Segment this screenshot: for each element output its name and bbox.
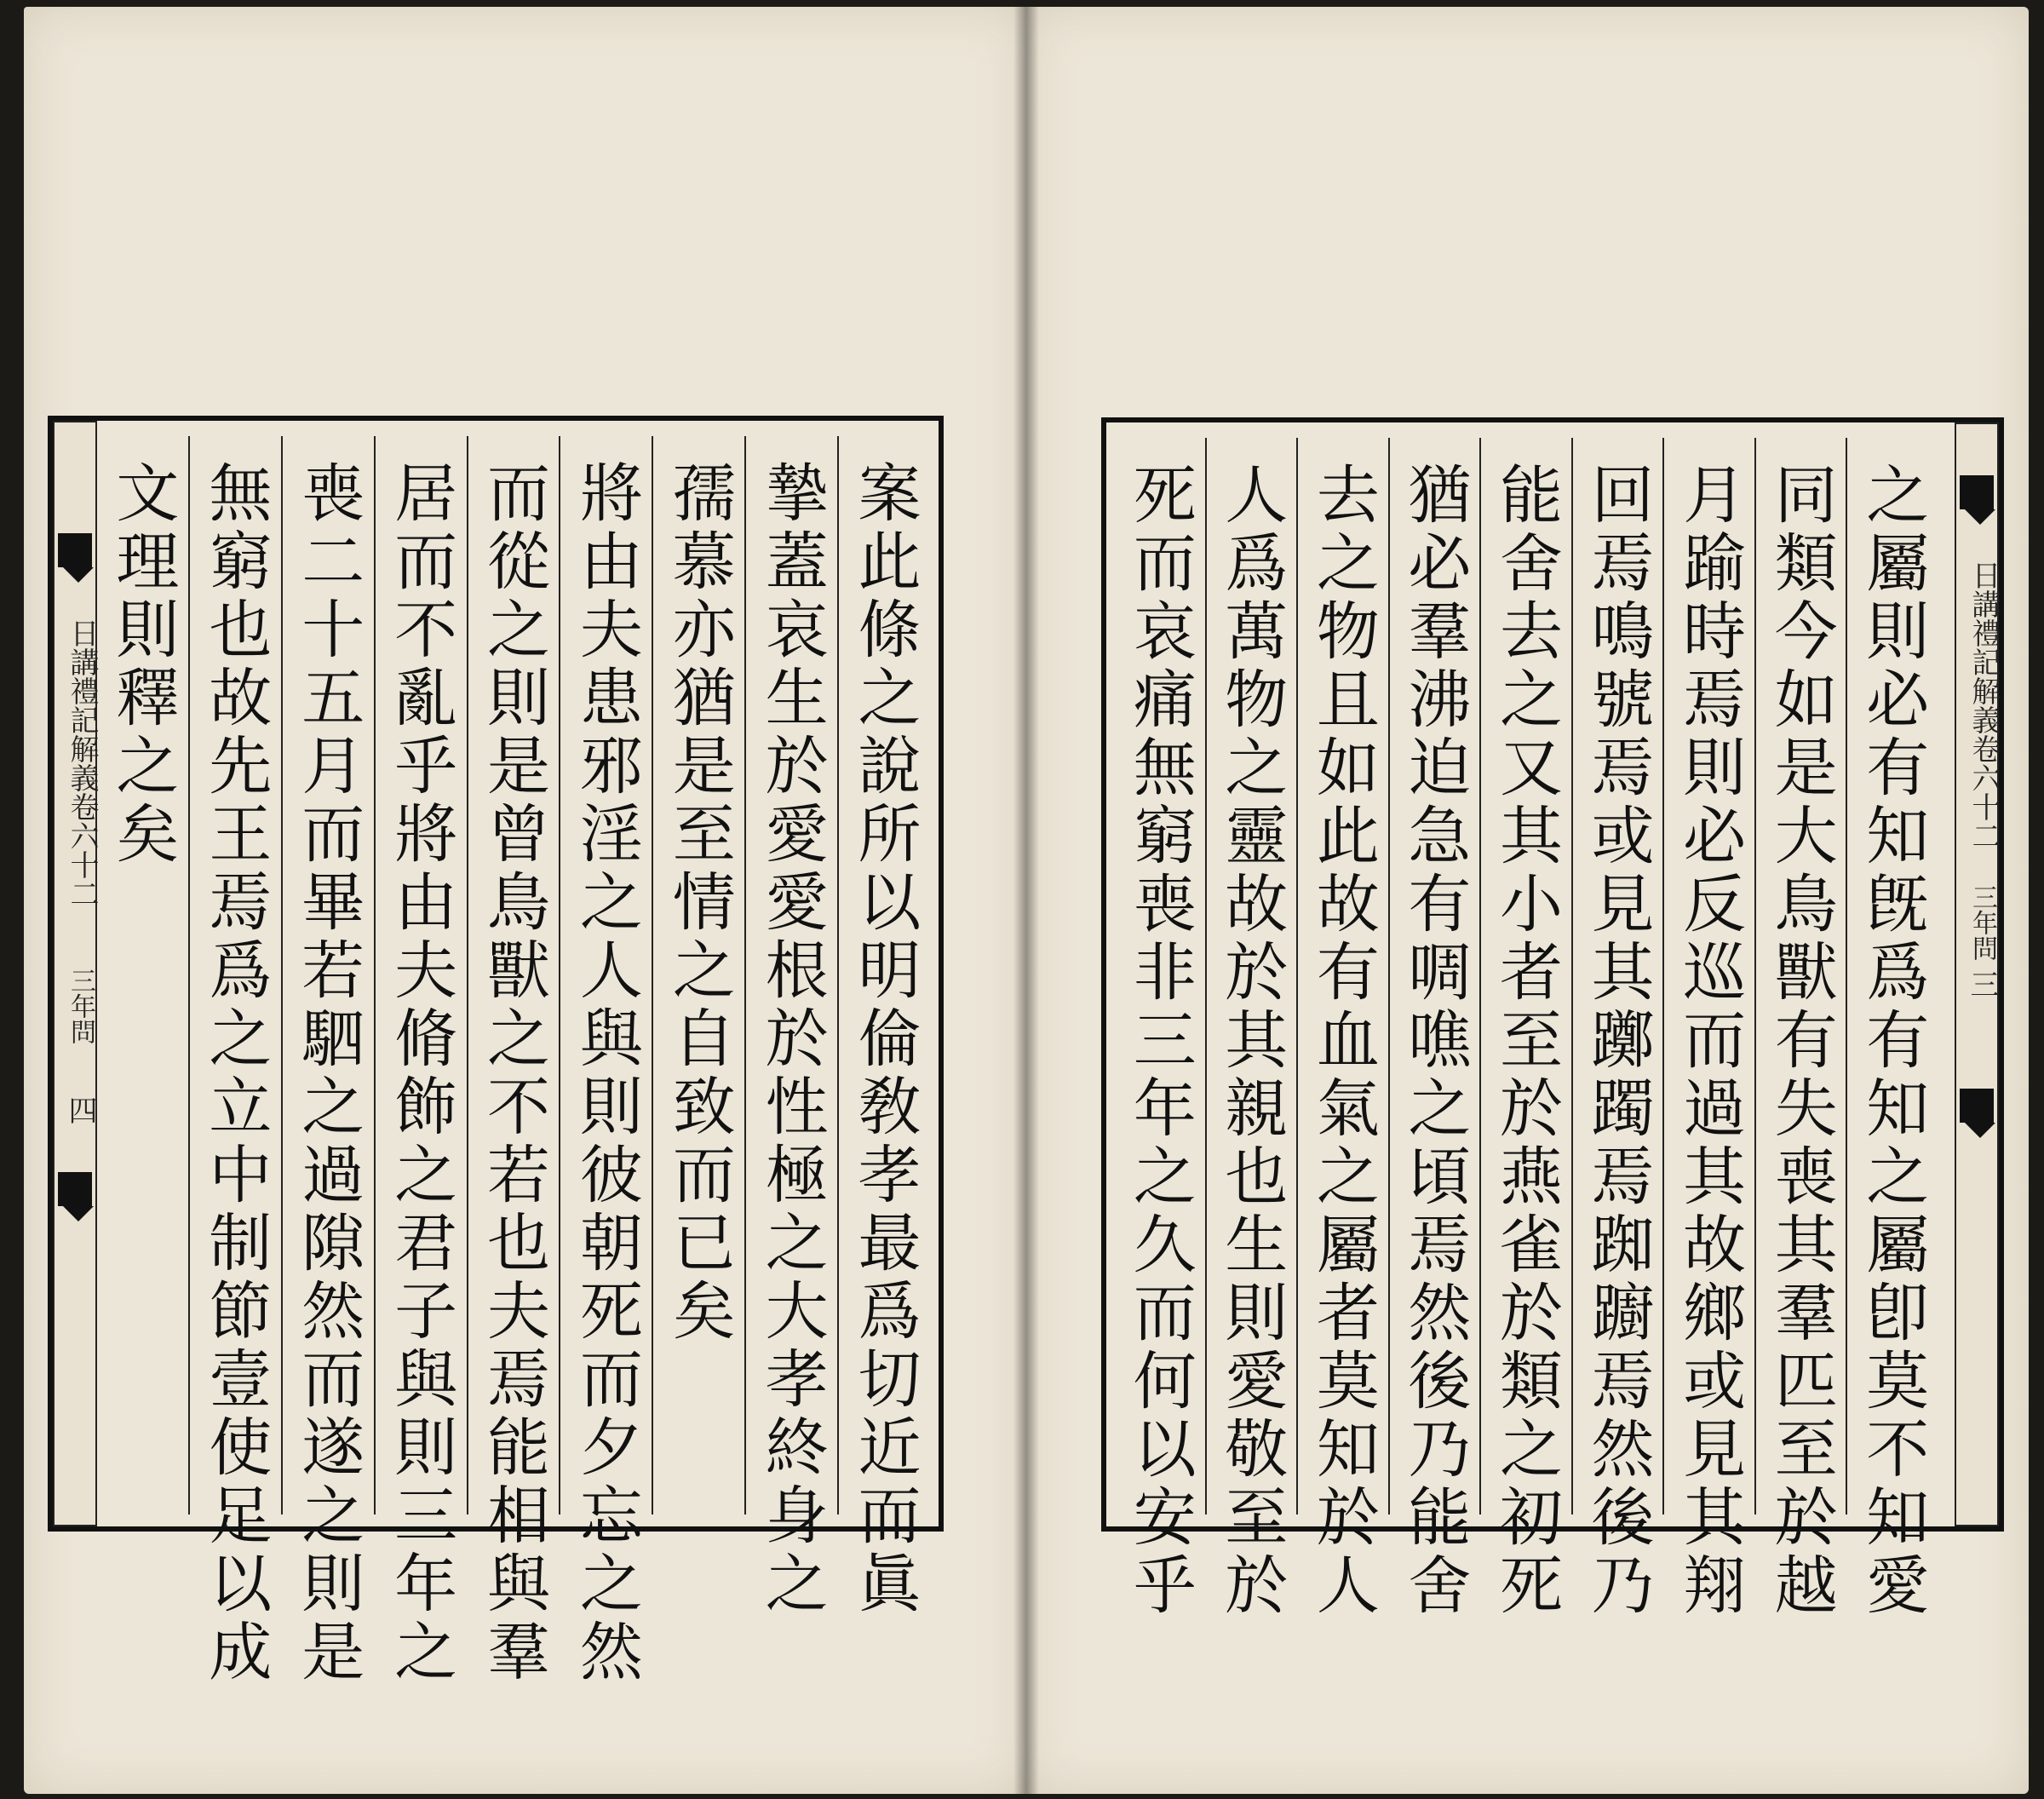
right-col-4 xyxy=(1571,438,1663,1620)
right-col-3 xyxy=(1662,438,1754,1620)
right-col-6-text: 猶必羣沸迫急有啁噍之頃焉然後乃能舍 xyxy=(1398,462,1472,1620)
left-col-2-text: 摯蓋哀生於愛愛根於性極之大孝終身之 xyxy=(755,460,829,1618)
left-col-2 xyxy=(744,436,837,1618)
left-col-8-text: 無窮也故先王焉爲之立中制節壹使足以成 xyxy=(198,460,273,1687)
right-col-6 xyxy=(1388,438,1480,1620)
right-col-4-text: 回焉鳴號焉或見其躑躅焉踟躕焉然後乃 xyxy=(1581,462,1655,1620)
right-col-5-text: 能舍去之又其小者至於燕雀於類之初死 xyxy=(1489,462,1563,1620)
right-col-2 xyxy=(1754,438,1846,1620)
right-col-9 xyxy=(1115,438,1205,1620)
left-col-1-text: 案此條之說所以明倫敎孝最爲切近而眞 xyxy=(847,460,922,1618)
left-col-6 xyxy=(374,436,467,1687)
left-heart-subtitle: 三年問 xyxy=(66,968,95,1044)
right-heart-subtitle: 三年問 xyxy=(1967,884,1997,961)
left-page-heart xyxy=(53,421,97,1526)
right-col-8-text: 人爲萬物之靈故於其親也生則愛敬至於 xyxy=(1214,462,1289,1620)
left-col-5 xyxy=(467,436,560,1687)
book-gutter xyxy=(1013,7,1039,1794)
right-col-5 xyxy=(1479,438,1571,1620)
right-heart-page-number: 三 xyxy=(1965,969,1999,998)
left-text-block xyxy=(48,416,944,1687)
left-col-3 xyxy=(652,436,744,1514)
left-col-8 xyxy=(188,436,281,1687)
right-columns xyxy=(1115,438,1938,1620)
left-col-1 xyxy=(837,436,930,1618)
right-col-1-text: 之屬則必有知旣爲有知之屬卽莫不知愛 xyxy=(1856,462,1930,1620)
left-col-7-text: 喪二十五月而畢若駟之過隙然而遂之則是 xyxy=(291,460,365,1687)
left-fish-tail-top xyxy=(58,533,92,567)
left-col-4 xyxy=(559,436,652,1687)
left-col-4-text: 將由夫患邪淫之人與則彼朝死而夕忘之然 xyxy=(569,460,643,1687)
right-col-7-text: 去之物且如此故有血氣之屬者莫知於人 xyxy=(1306,462,1380,1620)
right-col-8 xyxy=(1205,438,1297,1620)
left-columns xyxy=(97,436,930,1687)
right-col-1 xyxy=(1846,438,1938,1620)
right-col-9-text: 死而哀痛無窮喪非三年之久而何以安乎 xyxy=(1122,462,1197,1620)
right-col-7 xyxy=(1296,438,1388,1620)
right-fish-tail-top xyxy=(1960,475,1994,509)
right-heart-title: 日講禮記解義卷六十二 xyxy=(1966,560,2001,850)
right-page-heart xyxy=(1955,422,1999,1526)
right-fish-tail-bottom xyxy=(1960,1089,1994,1123)
right-col-2-text: 同類今如是大鳥獸有失喪其羣匹至於越 xyxy=(1764,462,1838,1620)
left-col-6-text: 居而不亂乎將由夫脩飾之君子與則三年之 xyxy=(384,460,458,1687)
left-col-7 xyxy=(281,436,374,1687)
left-heart-title: 日講禮記解義卷六十二 xyxy=(65,618,99,908)
left-col-3-text: 孺慕亦猶是至情之自致而已矣 xyxy=(662,460,736,1346)
right-text-block xyxy=(1101,417,2004,1620)
left-col-9 xyxy=(97,436,188,1514)
left-heart-page-number: 四 xyxy=(63,1095,97,1124)
left-col-5-text: 而從之則是曾鳥獸之不若也夫焉能相與羣 xyxy=(476,460,550,1687)
right-col-3-text: 月踰時焉則必反巡而過其故鄉或見其翔 xyxy=(1673,462,1747,1620)
left-col-9-text: 文理則釋之矣 xyxy=(106,460,180,869)
left-fish-tail-bottom xyxy=(58,1172,92,1206)
